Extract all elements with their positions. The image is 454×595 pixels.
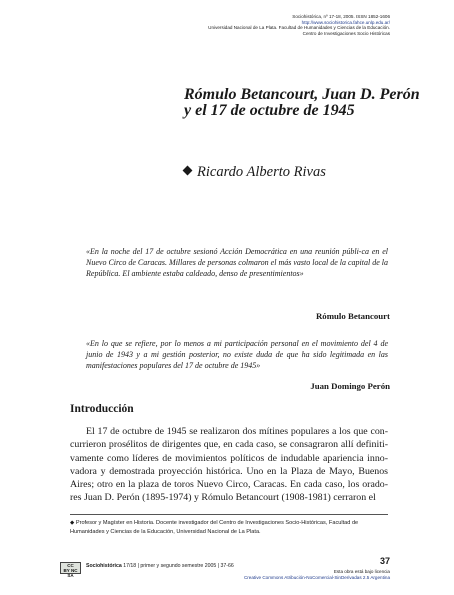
article-title: Rómulo Betancourt, Juan D. Perón y el 17 de octubre de 1945 — [184, 86, 420, 119]
journal-citation: Sociohistórica, nº 17-18, 2005. ISSN 1852-1606 — [292, 14, 390, 19]
journal-name: Sociohistórica — [86, 563, 122, 569]
epigraph-attribution-2: Juan Domingo Perón — [310, 381, 390, 391]
license-notice: Esta obra está bajo licencia — [333, 569, 390, 574]
body-paragraph: El 17 de octubre de 1945 se realizaron dos mítines populares a los que con-currieron prosélitos de dirigentes que, en cada caso, se consagraron allí definiti-vamente como líderes de movimientos políticos de indudable apariencia inno-vadora y demostrada proyección histórica. Uno en la Plaza de Mayo, Buenos Aires; otro en la plaza de toros Nuevo Circo, Caracas. En cada caso, los orado-res Juan D. Perón (1895-1974) y Rómulo Betancourt (1908-1981) cerraron el — [70, 426, 388, 504]
cc-badge-bottom: BY NC SA — [63, 568, 78, 578]
author-footnote: ◆ Profesor y Magíster en Historia. Docente investigador del Centro de Investigaciones Socio-Históricas, Facultad de Humanidades y Ciencias de la Educación, Universidad Nacional de La Plata. — [70, 520, 359, 535]
diamond-bullet-icon — [183, 166, 193, 176]
journal-url-link[interactable]: http://www.sociohistorica.fahce.unlp.edu.ar/ — [301, 19, 390, 25]
epigraph-quote-2: «En lo que se refiere, por lo menos a mi participación personal en el movimiento del 4 de junio de 1943 y a mi gestión posterior, no existe duda de que ha sido legitimada en las manifestaciones populares del 17 de octubre de 1945» — [86, 339, 388, 370]
creative-commons-badge-icon[interactable] — [60, 562, 81, 578]
footnote-divider — [70, 514, 388, 515]
author-name-line — [184, 164, 326, 181]
cc-badge-top: CC — [67, 563, 74, 568]
issue-details: 17/18 | primer y segundo semestre 2005 | 37-66 — [121, 563, 234, 569]
university-line: Universidad Nacional de La Plata. Facultad de Humanidades y Ciencias de la Educación. — [208, 25, 390, 31]
page-number: 37 — [379, 556, 390, 566]
license-link[interactable]: Creative Commons Atribución-NoComercial-SinDerivadas 2.5 Argentina — [243, 574, 390, 580]
journal-issue-info — [86, 563, 234, 569]
section-heading: Introducción — [70, 403, 134, 415]
author-name: Ricardo Alberto Rivas — [197, 164, 326, 180]
epigraph-quote-1: «En la noche del 17 de octubre sesionó Acción Democrática en una reunión públi-ca en el Nuevo Circo de Caracas. Millares de personas colmaron el más vasto local de la capital de la República. El ambiente estaba caldeado, denso de presentimientos» — [86, 247, 388, 278]
epigraph-attribution-1: Rómulo Betancourt — [315, 311, 390, 321]
research-center-line: Centro de Investigaciones Socio Históricas — [302, 30, 390, 36]
